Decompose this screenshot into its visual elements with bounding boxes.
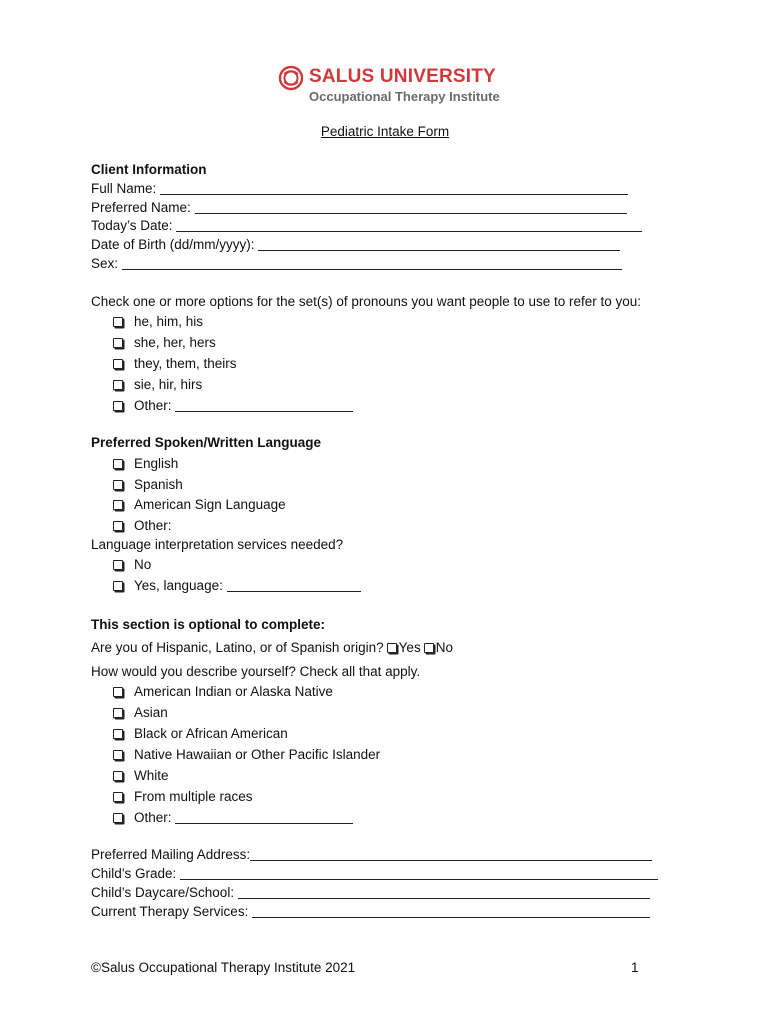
language-option[interactable] <box>113 456 178 472</box>
pronoun-option[interactable] <box>113 377 202 393</box>
race-option-label: Native Hawaiian or Other Pacific Islander <box>134 747 381 762</box>
checkbox-icon[interactable] <box>113 401 123 411</box>
race-option-label: From multiple races <box>134 789 253 804</box>
pronoun-option-label: he, him, his <box>134 314 204 329</box>
checkbox-icon[interactable] <box>113 581 123 591</box>
pronoun-option-label: they, them, theirs <box>134 356 237 371</box>
sex-row <box>91 256 622 272</box>
preferred-name-field[interactable] <box>195 201 627 214</box>
full-name-field[interactable] <box>160 182 628 195</box>
sex-label: Sex: <box>91 256 119 271</box>
pronoun-option[interactable] <box>113 335 216 351</box>
race-option[interactable] <box>113 768 169 784</box>
language-option-other[interactable] <box>113 518 172 534</box>
pronoun-option-label: sie, hir, hirs <box>134 377 203 392</box>
describe-prompt: How would you describe yourself? Check all that apply. <box>91 664 421 679</box>
grade-label: Child’s Grade: <box>91 866 177 881</box>
dob-field[interactable] <box>258 238 620 251</box>
checkbox-icon[interactable] <box>113 521 123 531</box>
salus-logo <box>278 64 518 108</box>
daycare-label: Child’s Daycare/School: <box>91 885 235 900</box>
checkbox-icon[interactable] <box>113 792 123 802</box>
todays-date-label: Today’s Date: <box>91 218 173 233</box>
race-option-label: American Indian or Alaska Native <box>134 684 333 699</box>
preferred-name-label: Preferred Name: <box>91 200 191 215</box>
dob-row <box>91 237 620 253</box>
mailing-field[interactable] <box>250 848 652 861</box>
checkbox-icon[interactable] <box>113 359 123 369</box>
form-title: Pediatric Intake Form <box>320 124 450 139</box>
hispanic-row <box>91 640 453 656</box>
checkbox-icon[interactable] <box>113 813 123 823</box>
language-option-label: American Sign Language <box>134 497 286 512</box>
logo-subtitle: Occupational Therapy Institute <box>309 89 500 104</box>
checkbox-icon[interactable] <box>113 317 123 327</box>
checkbox-icon[interactable] <box>113 729 123 739</box>
therapy-row <box>91 904 650 920</box>
checkbox-icon[interactable] <box>113 459 123 469</box>
therapy-label: Current Therapy Services: <box>91 904 249 919</box>
race-other-field[interactable] <box>175 811 353 824</box>
checkbox-icon[interactable] <box>113 480 123 490</box>
interpretation-option-label: No <box>134 557 152 572</box>
race-option[interactable] <box>113 684 333 700</box>
logo-university-name: SALUS UNIVERSITY <box>309 66 496 87</box>
checkbox-icon[interactable] <box>113 500 123 510</box>
language-option-label: English <box>134 456 179 471</box>
client-info-heading: Client Information <box>91 162 207 177</box>
interpretation-option[interactable] <box>113 557 151 573</box>
race-option[interactable] <box>113 705 168 721</box>
language-heading: Preferred Spoken/Written Language <box>91 435 322 450</box>
interpretation-question: Language interpretation services needed? <box>91 537 344 552</box>
pronoun-option[interactable] <box>113 314 203 330</box>
checkbox-icon[interactable] <box>113 380 123 390</box>
pronoun-option[interactable] <box>113 356 237 372</box>
page-number: 1 <box>631 960 639 975</box>
todays-date-row <box>91 218 642 234</box>
checkbox-icon[interactable] <box>387 643 397 653</box>
language-option-label: Other: <box>134 518 172 533</box>
checkbox-icon[interactable] <box>113 687 123 697</box>
daycare-field[interactable] <box>238 886 650 899</box>
race-option[interactable] <box>113 789 253 805</box>
dob-label: Date of Birth (dd/mm/yyyy): <box>91 237 255 252</box>
checkbox-icon[interactable] <box>113 750 123 760</box>
therapy-field[interactable] <box>252 905 650 918</box>
race-option-label: White <box>134 768 169 783</box>
checkbox-icon[interactable] <box>113 338 123 348</box>
pronoun-option-other[interactable] <box>113 398 353 414</box>
footer-copyright: ©Salus Occupational Therapy Institute 2021 <box>91 960 356 975</box>
race-option-other[interactable] <box>113 810 353 826</box>
race-option[interactable] <box>113 726 288 742</box>
hispanic-no-label: No <box>435 640 453 655</box>
preferred-name-row <box>91 200 627 216</box>
pronoun-option-label: she, her, hers <box>134 335 216 350</box>
salus-emblem-icon <box>278 65 304 91</box>
hispanic-yes-label: Yes <box>398 640 421 655</box>
checkbox-icon[interactable] <box>113 560 123 570</box>
interpretation-option-label: Yes, language: <box>134 578 223 593</box>
checkbox-icon[interactable] <box>424 643 434 653</box>
daycare-row <box>91 885 650 901</box>
checkbox-icon[interactable] <box>113 708 123 718</box>
language-option[interactable] <box>113 477 183 493</box>
language-option-label: Spanish <box>134 477 183 492</box>
mailing-label: Preferred Mailing Address: <box>91 847 251 862</box>
race-option-label: Asian <box>134 705 168 720</box>
todays-date-field[interactable] <box>176 219 642 232</box>
race-option-label: Other: <box>134 810 172 825</box>
interpretation-option-yes[interactable] <box>113 578 361 594</box>
pronouns-prompt: Check one or more options for the set(s) of pronouns you want people to use to refer to you: <box>91 294 642 309</box>
language-option[interactable] <box>113 497 286 513</box>
sex-field[interactable] <box>122 257 622 270</box>
pronoun-option-label: Other: <box>134 398 172 413</box>
optional-heading: This section is optional to complete: <box>91 617 326 632</box>
hispanic-question: Are you of Hispanic, Latino, or of Spanish origin? <box>91 640 384 655</box>
grade-row <box>91 866 658 882</box>
race-option[interactable] <box>113 747 380 763</box>
interpretation-language-field[interactable] <box>227 579 361 592</box>
mailing-row <box>91 847 652 863</box>
full-name-row <box>91 181 628 197</box>
grade-field[interactable] <box>180 867 658 880</box>
pronoun-other-field[interactable] <box>175 399 353 412</box>
race-option-label: Black or African American <box>134 726 288 741</box>
full-name-label: Full Name: <box>91 181 157 196</box>
checkbox-icon[interactable] <box>113 771 123 781</box>
